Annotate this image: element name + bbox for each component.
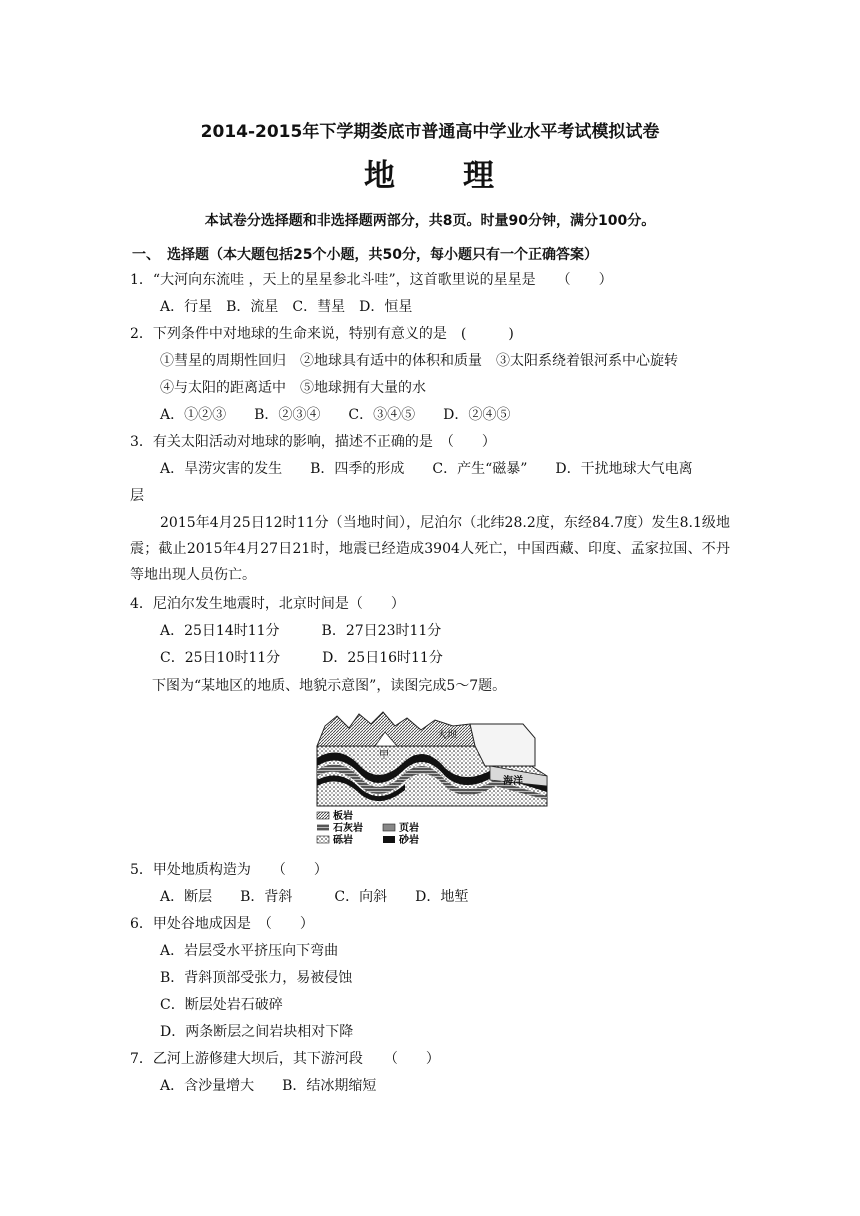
legend-conglomerate-swatch [317,836,329,843]
legend-conglomerate: 砾岩 [333,835,353,846]
q6-option-c: C．断层处岩石破碎 [160,997,283,1013]
legend-slate: 板岩 [333,811,353,822]
q4-options-row1: A．25日14时11分 B．27日23时11分 [160,623,442,639]
q3-options: A．旱涝灾害的发生 B．四季的形成 C．产生“磁暴” D．干扰地球大气电离 [160,461,693,477]
label-ocean: 海洋 [503,776,523,787]
q2-conditions-2: ④与太阳的距离适中 ⑤地球拥有大量的水 [160,380,426,396]
q3-stem: 3．有关太阳活动对地球的影响，描述不正确的是 （ ） [130,434,496,450]
q4-options-row2: C．25日10时11分 D．25日16时11分 [160,650,443,666]
q6-option-b: B．背斜顶部受张力，易被侵蚀 [160,970,353,986]
legend-sandstone: 砂岩 [399,835,419,846]
q2-conditions-1: ①彗星的周期性回归 ②地球具有适中的体积和质量 ③太阳系绕着银河系中心旋转 [160,353,678,369]
geology-diagram-svg [285,706,550,856]
q5-options: A．断层 B．背斜 C．向斜 D．地堑 [160,889,469,905]
q7-options: A．含沙量增大 B．结冰期缩短 [160,1078,377,1094]
q5-stem: 5．甲处地质构造为 （ ） [130,862,328,878]
figure-intro: 下图为“某地区的地质、地貌示意图”，读图完成5～7题。 [152,678,507,694]
legend-sandstone-swatch [383,836,395,843]
legend-limestone-swatch [317,824,329,831]
q6-option-a: A．岩层受水平挤压向下弯曲 [160,943,339,959]
geology-diagram [285,706,550,856]
q6-option-d: D．两条断层之间岩块相对下降 [160,1024,354,1040]
q2-stem: 2．下列条件中对地球的生命来说，特别有意义的是 ( ) [130,326,514,342]
legend-shale-swatch [383,824,395,831]
exam-notice: 本试卷分选择题和非选择题两部分，共8页。时量90分钟，满分100分。 [204,213,656,229]
q1-options: A．行星 B．流星 C．彗星 D．恒星 [160,299,413,315]
label-dam: 大坝 [437,730,457,741]
q7-stem: 7．乙河上游修建大坝后，其下游河段 （ ） [130,1051,440,1067]
legend-shale: 页岩 [399,823,419,834]
label-jia: 甲 [379,750,389,761]
q1-stem: 1．“大河向东流哇 ，天上的星星参北斗哇”，这首歌里说的星星是 （ ） [130,272,613,288]
q4-stem: 4．尼泊尔发生地震时，北京时间是（ ） [130,596,405,612]
section-heading: 一、 选择题（本大题包括25个小题，共50分，每小题只有一个正确答案） [132,247,598,263]
q2-options: A．①②③ B．②③④ C．③④⑤ D．②④⑤ [160,407,511,423]
q6-stem: 6．甲处谷地成因是 （ ） [130,916,314,932]
legend-slate-swatch [317,812,329,819]
legend-limestone: 石灰岩 [333,823,363,834]
earthquake-passage: 2015年4月25日12时11分（当地时间），尼泊尔（北纬28.2度，东经84.7度）发生8.1级地震；截止2015年4月27日21时，地震已经造成3904人死亡，中国西藏、印度、孟家拉国、不丹等地出现人员伤亡。 [130,515,730,583]
q3-options-tail: 层 [130,488,144,504]
exam-title: 2014-2015年下学期娄底市普通高中学业水平考试模拟试卷 [200,122,660,142]
subject-title: 地 理 [364,158,496,194]
